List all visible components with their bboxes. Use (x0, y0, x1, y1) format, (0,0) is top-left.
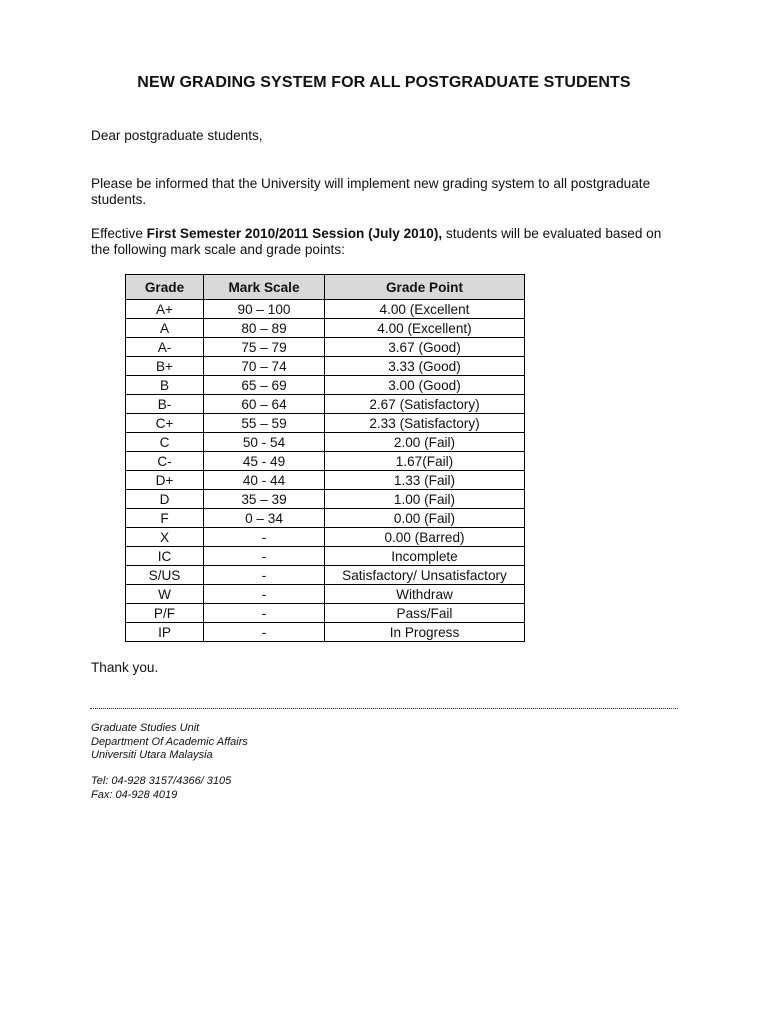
footer-unit: Graduate Studies Unit (91, 722, 200, 734)
grade-point-cell: 3.33 (Good) (325, 357, 525, 376)
table-row (126, 547, 525, 566)
grade-point-cell: 1.33 (Fail) (325, 471, 525, 490)
grade-cell: IC (126, 547, 204, 566)
table-row (126, 490, 525, 509)
footer-address (91, 722, 248, 763)
mark-scale-cell: 0 – 34 (204, 509, 325, 528)
grade-cell: D (126, 490, 204, 509)
table-row (126, 585, 525, 604)
grade-cell: C (126, 433, 204, 452)
header-mark-scale: Mark Scale (204, 275, 325, 300)
footer-university: Universiti Utara Malaysia (91, 749, 213, 761)
footer-tel: Tel: 04-928 3157/4366/ 3105 (91, 775, 232, 787)
table-row (126, 300, 525, 319)
grade-cell: S/US (126, 566, 204, 585)
table-row (126, 509, 525, 528)
mark-scale-cell: 65 – 69 (204, 376, 325, 395)
grade-point-cell: 0.00 (Fail) (325, 509, 525, 528)
table-row (126, 471, 525, 490)
grade-cell: P/F (126, 604, 204, 623)
grade-cell: A (126, 319, 204, 338)
grade-point-cell: Incomplete (325, 547, 525, 566)
grade-cell: F (126, 509, 204, 528)
grade-point-cell: 3.00 (Good) (325, 376, 525, 395)
mark-scale-cell: - (204, 585, 325, 604)
mark-scale-cell: 55 – 59 (204, 414, 325, 433)
grade-cell: B+ (126, 357, 204, 376)
grade-point-cell: 2.33 (Satisfactory) (325, 414, 525, 433)
mark-scale-cell: - (204, 604, 325, 623)
grade-point-cell: 1.00 (Fail) (325, 490, 525, 509)
grade-point-cell: In Progress (325, 623, 525, 642)
grade-point-cell: 2.00 (Fail) (325, 433, 525, 452)
mark-scale-cell: - (204, 528, 325, 547)
grade-cell: B (126, 376, 204, 395)
grade-point-cell: 0.00 (Barred) (325, 528, 525, 547)
effective-suffix: students will be evaluated based on the following mark scale and grade points: (91, 226, 662, 257)
table-row (126, 623, 525, 642)
mark-scale-cell: - (204, 547, 325, 566)
table-row (126, 319, 525, 338)
mark-scale-cell: 35 – 39 (204, 490, 325, 509)
effective-prefix: Effective (91, 226, 147, 241)
table-row (126, 452, 525, 471)
table-row (126, 414, 525, 433)
table-row (126, 376, 525, 395)
footer-contact (91, 775, 231, 802)
effective-paragraph (91, 226, 679, 258)
grade-cell: A+ (126, 300, 204, 319)
mark-scale-cell: - (204, 566, 325, 585)
grade-cell: B- (126, 395, 204, 414)
intro-paragraph: Please be informed that the University will implement new grading system to all postgraduate students. (91, 176, 651, 207)
grade-cell: A- (126, 338, 204, 357)
mark-scale-cell: 50 - 54 (204, 433, 325, 452)
grade-point-cell: Withdraw (325, 585, 525, 604)
table-row (126, 528, 525, 547)
closing: Thank you. (91, 660, 159, 675)
mark-scale-cell: 90 – 100 (204, 300, 325, 319)
grade-point-cell: 1.67(Fail) (325, 452, 525, 471)
grade-cell: D+ (126, 471, 204, 490)
table-row (126, 338, 525, 357)
grading-table (125, 274, 525, 642)
mark-scale-cell: 60 – 64 (204, 395, 325, 414)
mark-scale-cell: 80 – 89 (204, 319, 325, 338)
grade-point-cell: 4.00 (Excellent (325, 300, 525, 319)
grade-cell: X (126, 528, 204, 547)
grading-table-body (126, 300, 525, 642)
footer-department: Department Of Academic Affairs (91, 735, 248, 748)
grade-cell: IP (126, 623, 204, 642)
grade-point-cell: 2.67 (Satisfactory) (325, 395, 525, 414)
table-row (126, 566, 525, 585)
table-header-row (126, 275, 525, 300)
mark-scale-cell: 45 - 49 (204, 452, 325, 471)
grade-cell: C- (126, 452, 204, 471)
grade-cell: W (126, 585, 204, 604)
mark-scale-cell: 40 - 44 (204, 471, 325, 490)
grade-cell: C+ (126, 414, 204, 433)
table-row (126, 604, 525, 623)
effective-session: First Semester 2010/2011 Session (July 2010), (146, 226, 443, 241)
table-row (126, 433, 525, 452)
grade-point-cell: 4.00 (Excellent) (325, 319, 525, 338)
divider (90, 708, 678, 709)
mark-scale-cell: 70 – 74 (204, 357, 325, 376)
table-row (126, 395, 525, 414)
footer-fax: Fax: 04-928 4019 (91, 788, 178, 801)
grade-point-cell: 3.67 (Good) (325, 338, 525, 357)
grade-point-cell: Pass/Fail (325, 604, 525, 623)
grade-point-cell: Satisfactory/ Unsatisfactory (325, 566, 525, 585)
header-grade: Grade (126, 275, 204, 300)
mark-scale-cell: - (204, 623, 325, 642)
table-row (126, 357, 525, 376)
greeting: Dear postgraduate students, (91, 128, 263, 143)
header-grade-point: Grade Point (325, 275, 525, 300)
document-title: NEW GRADING SYSTEM FOR ALL POSTGRADUATE STUDENTS (137, 74, 631, 91)
mark-scale-cell: 75 – 79 (204, 338, 325, 357)
